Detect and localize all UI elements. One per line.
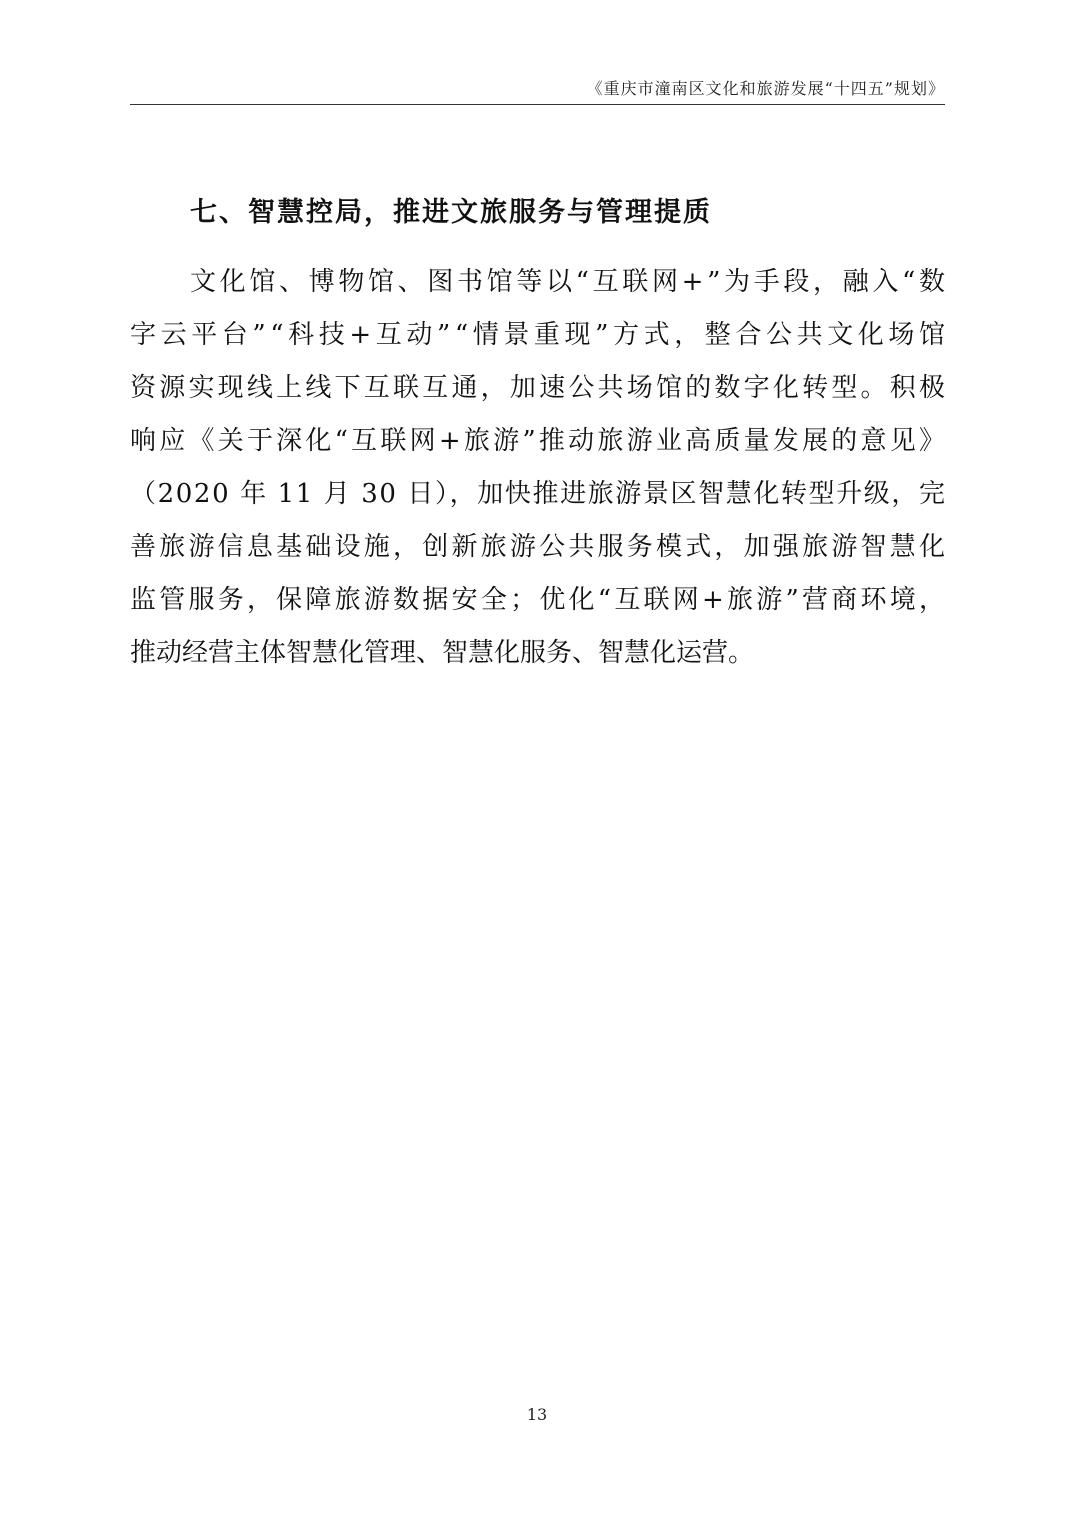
page-number: 13	[526, 1405, 548, 1424]
paragraph-line: （2020 年 11 月 30 日），加快推进旅游景区智慧化转型升级，完	[130, 479, 947, 509]
paragraph-line: 字云平台”“科技+互动”“情景重现”方式，整合公共文化场馆	[130, 320, 950, 350]
paragraph-line: 推动经营主体智慧化管理、智慧化服务、智慧化运营。	[130, 638, 755, 668]
running-header-title: 《重庆市潼南区文化和旅游发展“十四五”规划》	[586, 79, 945, 98]
header-divider	[130, 104, 945, 105]
paragraph-line: 文化馆、博物馆、图书馆等以“互联网+”为手段，融入“数	[190, 267, 949, 297]
section-heading: 七、智慧控局，推进文旅服务与管理提质	[190, 197, 712, 228]
paragraph-line: 响应《关于深化“互联网+旅游”推动旅游业高质量发展的意见》	[130, 426, 949, 456]
paragraph-line: 监管服务，保障旅游数据安全；优化“互联网+旅游”营商环境，	[130, 585, 949, 615]
paragraph-line: 善旅游信息基础设施，创新旅游公共服务模式，加强旅游智慧化	[130, 532, 949, 562]
paragraph-line: 资源实现线上线下互联互通，加速公共场馆的数字化转型。积极	[130, 373, 949, 403]
